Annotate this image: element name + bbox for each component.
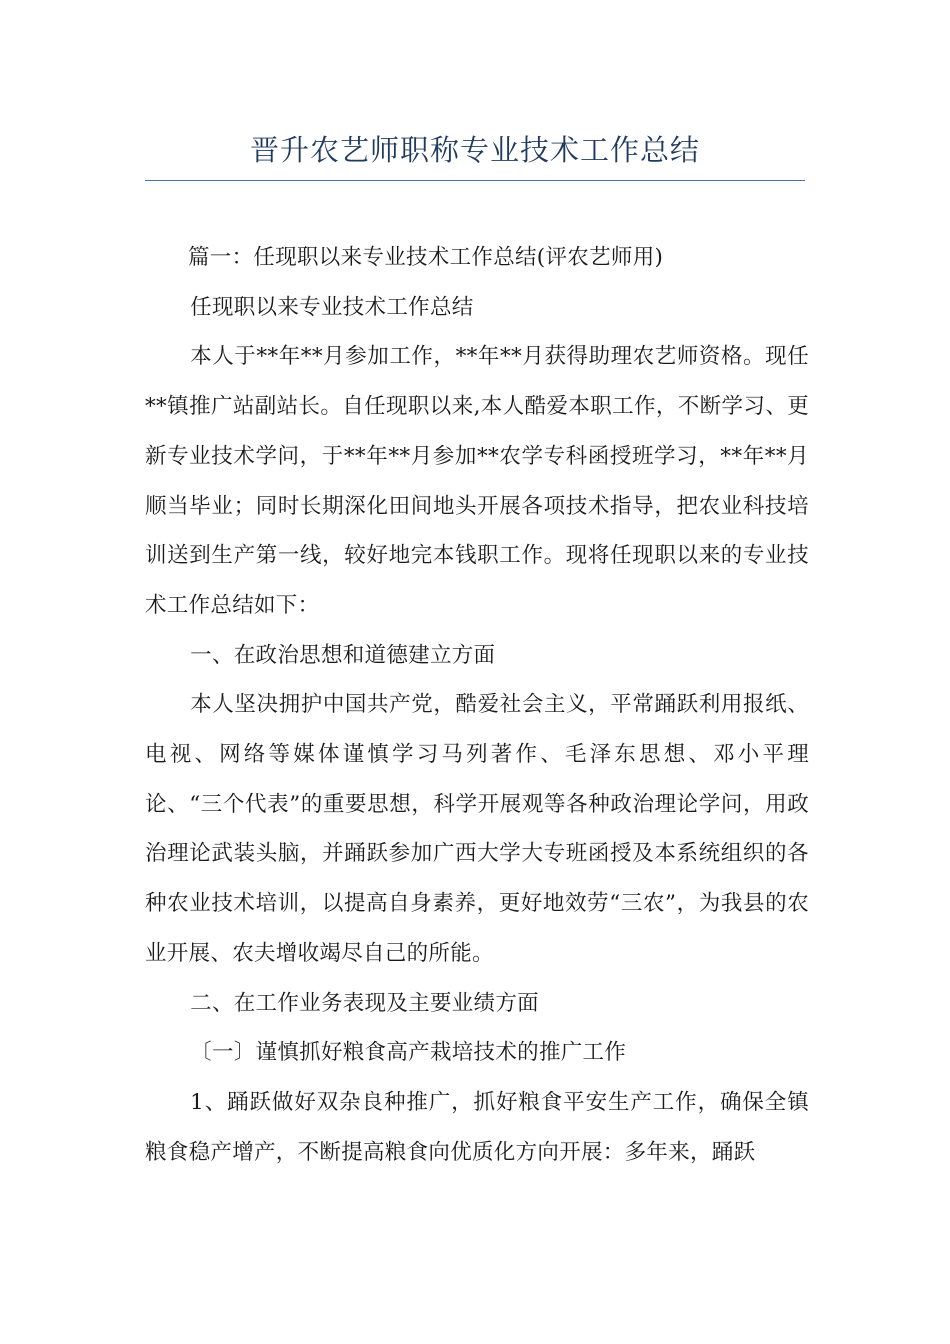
body-paragraph: 1、踊跃做好双杂良种推广，抓好粮食平安生产工作，确保全镇粮食稳产增产，不断提高粮食向优质化方向开展：多年来，踊跃 bbox=[145, 1089, 809, 1165]
section-heading: 二、在工作业务表现及主要业绩方面 bbox=[190, 990, 539, 1016]
section-heading: 篇一：任现职以来专业技术工作总结(评农艺师用) bbox=[188, 245, 664, 270]
section-heading: 一、在政治思想和道德建立方面 bbox=[190, 642, 496, 668]
title-underline bbox=[145, 180, 805, 181]
document-title: 晋升农艺师职称专业技术工作总结 bbox=[249, 133, 700, 167]
body-paragraph: 本人坚决拥护中国共产党，酷爱社会主义，平常踊跃利用报纸、电视、网络等媒体谨慎学习马列著作、毛泽东思想、邓小平理论、“三个代表”的重要思想，科学开展观等各种政治理论学问，用政治理论武装头脑，并踊跃参加广西大学大专班函授及本系统组织的各种农业技术培训，以提高自身素养，更好地效劳“三农”，为我县的农业开展、农夫增收竭尽自己的所能。 bbox=[145, 692, 809, 966]
document-body bbox=[145, 233, 809, 1177]
subheading: 任现职以来专业技术工作总结 bbox=[190, 294, 474, 320]
subsection-heading: 〔一〕谨慎抓好粮食高产栽培技术的推广工作 bbox=[190, 1040, 627, 1066]
body-paragraph: 本人于**年**月参加工作，**年**月获得助理农艺师资格。现任**镇推广站副站长。自任现职以来,本人酷爱本职工作，不断学习、更新专业技术学问，于**年**月参加**农学专科函授班学习，**年**月顺当毕业；同时长期深化田间地头开展各项技术指导，把农业科技培训送到生产第一线，较好地完本钱职工作。现将任现职以来的专业技术工作总结如下： bbox=[145, 344, 809, 618]
